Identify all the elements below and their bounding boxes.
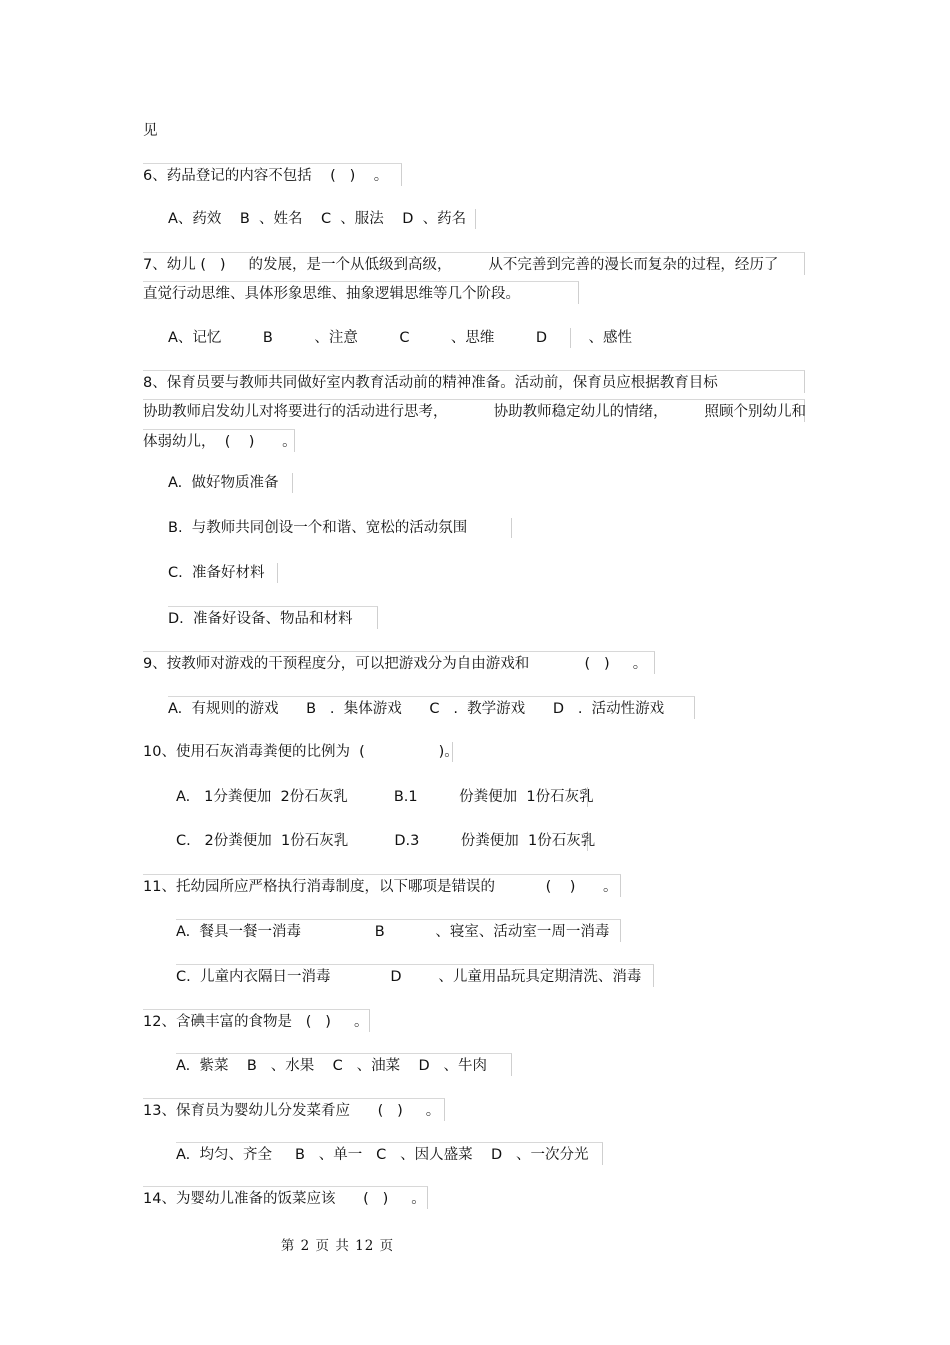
question-8-option-c: C. 准备好材料 bbox=[168, 563, 278, 583]
question-9: 9、按教师对游戏的干预程度分，可以把游戏分为自由游戏和 ( ) 。 bbox=[143, 651, 655, 674]
question-12-options: A. 紫菜 B 、水果 C 、油菜 D 、牛肉 bbox=[176, 1053, 512, 1076]
question-13-options: A. 均匀、齐全 B 、单一 C 、因人盛菜 D 、一次分光 bbox=[176, 1142, 603, 1165]
question-10: 10、使用石灰消毒粪便的比例为 ( )。 bbox=[143, 744, 459, 760]
question-6: 6、药品登记的内容不包括 ( ) 。 bbox=[143, 163, 402, 186]
question-6-options: A、药效 B 、姓名 C 、服法 D 、药名 bbox=[168, 209, 476, 229]
question-11: 11、托幼园所应严格执行消毒制度，以下哪项是错误的 ( ) 。 bbox=[143, 874, 621, 897]
question-11-options-ab: A. 餐具一餐一消毒 B 、寝室、活动室一周一消毒 bbox=[176, 919, 621, 942]
question-8-option-a: A. 做好物质准备 bbox=[168, 473, 293, 493]
question-8-option-d: D. 准备好设备、物品和材料 bbox=[168, 606, 378, 629]
question-13: 13、保育员为婴幼儿分发菜肴应 ( ) 。 bbox=[143, 1098, 445, 1121]
question-10-options-ab: A. 1分粪便加 2份石灰乳 B.1 份粪便加 1份石灰乳 bbox=[176, 789, 594, 805]
question-7-line-2: 直觉行动思维、具体形象思维、抽象逻辑思维等几个阶段。 bbox=[143, 281, 579, 304]
question-9-options: A. 有规则的游戏 B . 集体游戏 C . 教学游戏 D . 活动性游戏 bbox=[168, 696, 695, 719]
question-10-options-cd: C. 2份粪便加 1份石灰乳 D.3 份粪便加 1份石灰乳 bbox=[176, 833, 596, 849]
question-7-line-1: 7、幼儿 ( ) 的发展，是一个从低级到高级， 从不完善到完善的漫长而复杂的过程，经历了 bbox=[143, 252, 805, 275]
question-8-option-b: B. 与教师共同创设一个和谐、宽松的活动氛围 bbox=[168, 518, 512, 538]
question-8-line-1: 8、保育员要与教师共同做好室内教育活动前的精神准备。活动前，保育员应根据教育目标 bbox=[143, 370, 805, 393]
question-7-options: A、记忆 B 、注意 C 、思维 D 、感性 bbox=[168, 330, 633, 346]
question-11-options-cd: C. 儿童内衣隔日一消毒 D 、儿童用品玩具定期清洗、消毒 bbox=[176, 964, 654, 987]
question-8-line-2: 协助教师启发幼儿对将要进行的活动进行思考， 协助教师稳定幼儿的情绪， 照顾个别幼儿和 bbox=[143, 399, 805, 422]
page-footer: 第 2 页 共 12 页 bbox=[280, 1238, 395, 1254]
question-8-line-3: 体弱幼儿， ( ) 。 bbox=[143, 429, 295, 452]
question-12: 12、含碘丰富的食物是 ( ) 。 bbox=[143, 1009, 370, 1032]
question-14: 14、为婴幼儿准备的饭菜应该 ( ) 。 bbox=[143, 1186, 428, 1209]
continuation-text: 见 bbox=[143, 123, 158, 139]
